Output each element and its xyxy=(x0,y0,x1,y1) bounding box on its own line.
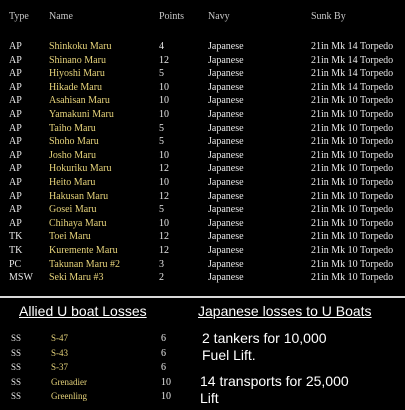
table-row xyxy=(0,123,405,137)
cell-name: Shoho Maru xyxy=(49,136,99,148)
table-row xyxy=(0,218,405,232)
cell-points: 5 xyxy=(159,122,164,134)
japanese-losses-tankers xyxy=(202,330,327,364)
table-row xyxy=(0,191,405,205)
cell-sunk-by: 21in Mk 10 Torpedo xyxy=(311,95,394,107)
allied-name: Grenadier xyxy=(51,376,87,387)
allied-value: 10 xyxy=(161,391,171,402)
cell-navy: Japanese xyxy=(208,41,244,52)
cell-type: AP xyxy=(9,163,22,175)
header-navy: Navy xyxy=(208,11,230,22)
allied-name: S-37 xyxy=(51,362,69,372)
table-row xyxy=(0,68,405,82)
cell-points: 10 xyxy=(159,177,169,188)
allied-type: SS xyxy=(11,347,22,358)
cell-type: AP xyxy=(9,68,22,80)
cell-points: 4 xyxy=(159,41,164,52)
cell-navy: Japanese xyxy=(208,95,244,107)
japanese-losses-title: Japanese losses to U Boats xyxy=(198,303,372,319)
cell-points: 12 xyxy=(159,231,169,243)
cell-sunk-by: 21in Mk 10 Torpedo xyxy=(311,245,394,256)
cell-navy: Japanese xyxy=(208,68,244,80)
lift-line: Lift xyxy=(200,390,219,406)
cell-name: Heito Maru xyxy=(49,177,96,188)
cell-name: Shinkoku Maru xyxy=(49,41,112,52)
header-name: Name xyxy=(49,11,73,22)
cell-sunk-by: 21in Mk 10 Torpedo xyxy=(311,231,394,243)
table-row xyxy=(0,109,405,123)
cell-navy: Japanese xyxy=(208,231,244,243)
cell-points: 10 xyxy=(159,217,169,229)
cell-navy: Japanese xyxy=(208,163,244,175)
cell-type: AP xyxy=(9,217,22,229)
cell-name: Asahisan Maru xyxy=(49,95,110,107)
list-item xyxy=(0,377,200,392)
cell-sunk-by: 21in Mk 10 Torpedo xyxy=(311,149,394,161)
cell-type: AP xyxy=(9,177,22,188)
cell-type: AP xyxy=(9,149,22,161)
cell-navy: Japanese xyxy=(208,217,244,229)
cell-type: TK xyxy=(9,231,23,243)
cell-type: TK xyxy=(9,245,23,256)
allied-name: S-43 xyxy=(51,347,69,358)
cell-type: AP xyxy=(9,54,22,66)
cell-points: 10 xyxy=(159,95,169,107)
allied-type: SS xyxy=(11,362,22,372)
cell-sunk-by: 21in Mk 10 Torpedo xyxy=(311,163,394,175)
cell-name: Hokuriku Maru xyxy=(49,163,112,175)
cell-type: AP xyxy=(9,95,22,107)
cell-name: Takunan Maru #2 xyxy=(49,258,120,270)
cell-points: 5 xyxy=(159,204,164,216)
list-item xyxy=(0,362,200,377)
allied-value: 10 xyxy=(161,376,171,388)
cell-name: Gosei Maru xyxy=(49,204,97,216)
divider xyxy=(0,296,405,298)
cell-sunk-by: 21in Mk 10 Torpedo xyxy=(311,122,394,134)
cell-points: 10 xyxy=(159,149,169,161)
cell-name: Josho Maru xyxy=(49,149,96,161)
japanese-losses-transports xyxy=(200,373,349,407)
cell-points: 2 xyxy=(159,272,164,284)
cell-name: Hakusan Maru xyxy=(49,190,109,202)
cell-points: 12 xyxy=(159,163,169,175)
cell-navy: Japanese xyxy=(208,177,244,188)
cell-navy: Japanese xyxy=(208,149,244,161)
table-row xyxy=(0,136,405,150)
cell-sunk-by: 21in Mk 10 Torpedo xyxy=(311,190,394,202)
cell-name: Toei Maru xyxy=(49,231,91,243)
cell-type: AP xyxy=(9,41,22,52)
cell-name: Hikade Maru xyxy=(49,81,103,93)
cell-type: AP xyxy=(9,109,22,120)
cell-sunk-by: 21in Mk 14 Torpedo xyxy=(311,41,394,52)
header-sunk-by: Sunk By xyxy=(311,11,346,22)
cell-sunk-by: 21in Mk 10 Torpedo xyxy=(311,217,394,229)
cell-sunk-by: 21in Mk 10 Torpedo xyxy=(311,204,394,216)
header-type: Type xyxy=(9,11,29,22)
table-row xyxy=(0,55,405,69)
table-row xyxy=(0,245,405,259)
cell-navy: Japanese xyxy=(208,258,244,270)
cell-type: AP xyxy=(9,204,22,216)
cell-navy: Japanese xyxy=(208,136,244,148)
cell-points: 5 xyxy=(159,68,164,80)
cell-navy: Japanese xyxy=(208,190,244,202)
table-row xyxy=(0,95,405,109)
cell-name: Yamakuni Maru xyxy=(49,109,114,120)
table-row xyxy=(0,272,405,286)
table-row xyxy=(0,163,405,177)
cell-navy: Japanese xyxy=(208,54,244,66)
table-row xyxy=(0,259,405,273)
allied-type: SS xyxy=(11,333,22,343)
cell-navy: Japanese xyxy=(208,204,244,216)
table-row xyxy=(0,204,405,218)
list-item xyxy=(0,391,200,406)
table-row xyxy=(0,150,405,164)
header-points: Points xyxy=(159,11,185,22)
allied-value: 6 xyxy=(161,347,166,359)
fuel-lift-line: Fuel Lift. xyxy=(202,347,256,363)
cell-points: 12 xyxy=(159,190,169,202)
cell-type: AP xyxy=(9,122,22,134)
cell-points: 10 xyxy=(159,81,169,93)
allied-name: Greenling xyxy=(51,391,87,401)
cell-points: 3 xyxy=(159,258,164,270)
allied-type: SS xyxy=(11,391,22,401)
cell-type: AP xyxy=(9,136,22,148)
cell-type: PC xyxy=(9,258,22,270)
cell-navy: Japanese xyxy=(208,109,244,120)
transports-line: 14 transports for 25,000 xyxy=(200,373,349,389)
cell-name: Shinano Maru xyxy=(49,54,106,66)
cell-name: Hiyoshi Maru xyxy=(49,68,105,80)
cell-name: Taiho Maru xyxy=(49,122,96,134)
cell-sunk-by: 21in Mk 10 Torpedo xyxy=(311,177,394,188)
cell-name: Chihaya Maru xyxy=(49,217,107,229)
cell-points: 12 xyxy=(159,54,169,66)
table-row xyxy=(0,41,405,55)
cell-points: 12 xyxy=(159,245,169,256)
allied-value: 6 xyxy=(161,333,166,344)
cell-navy: Japanese xyxy=(208,81,244,93)
cell-sunk-by: 21in Mk 14 Torpedo xyxy=(311,68,394,80)
cell-sunk-by: 21in Mk 10 Torpedo xyxy=(311,272,394,284)
cell-sunk-by: 21in Mk 10 Torpedo xyxy=(311,109,394,120)
allied-type: SS xyxy=(11,376,22,387)
allied-name: S-47 xyxy=(51,333,69,343)
cell-sunk-by: 21in Mk 14 Torpedo xyxy=(311,54,394,66)
cell-navy: Japanese xyxy=(208,245,244,256)
list-item xyxy=(0,333,200,348)
cell-navy: Japanese xyxy=(208,122,244,134)
cell-name: Seki Maru #3 xyxy=(49,272,104,284)
cell-type: AP xyxy=(9,81,22,93)
table-row xyxy=(0,231,405,245)
cell-navy: Japanese xyxy=(208,272,244,284)
cell-sunk-by: 21in Mk 14 Torpedo xyxy=(311,81,394,93)
allied-losses-title: Allied U boat Losses xyxy=(19,303,147,319)
cell-points: 5 xyxy=(159,136,164,148)
list-item xyxy=(0,348,200,363)
cell-sunk-by: 21in Mk 10 Torpedo xyxy=(311,136,394,148)
tankers-line: 2 tankers for 10,000 xyxy=(202,330,327,346)
cell-sunk-by: 21in Mk 10 Torpedo xyxy=(311,258,394,270)
allied-value: 6 xyxy=(161,362,166,373)
cell-type: AP xyxy=(9,190,22,202)
cell-points: 10 xyxy=(159,109,169,120)
cell-type: MSW xyxy=(9,272,33,284)
table-row xyxy=(0,82,405,96)
table-row xyxy=(0,177,405,191)
cell-name: Kuremente Maru xyxy=(49,245,118,256)
